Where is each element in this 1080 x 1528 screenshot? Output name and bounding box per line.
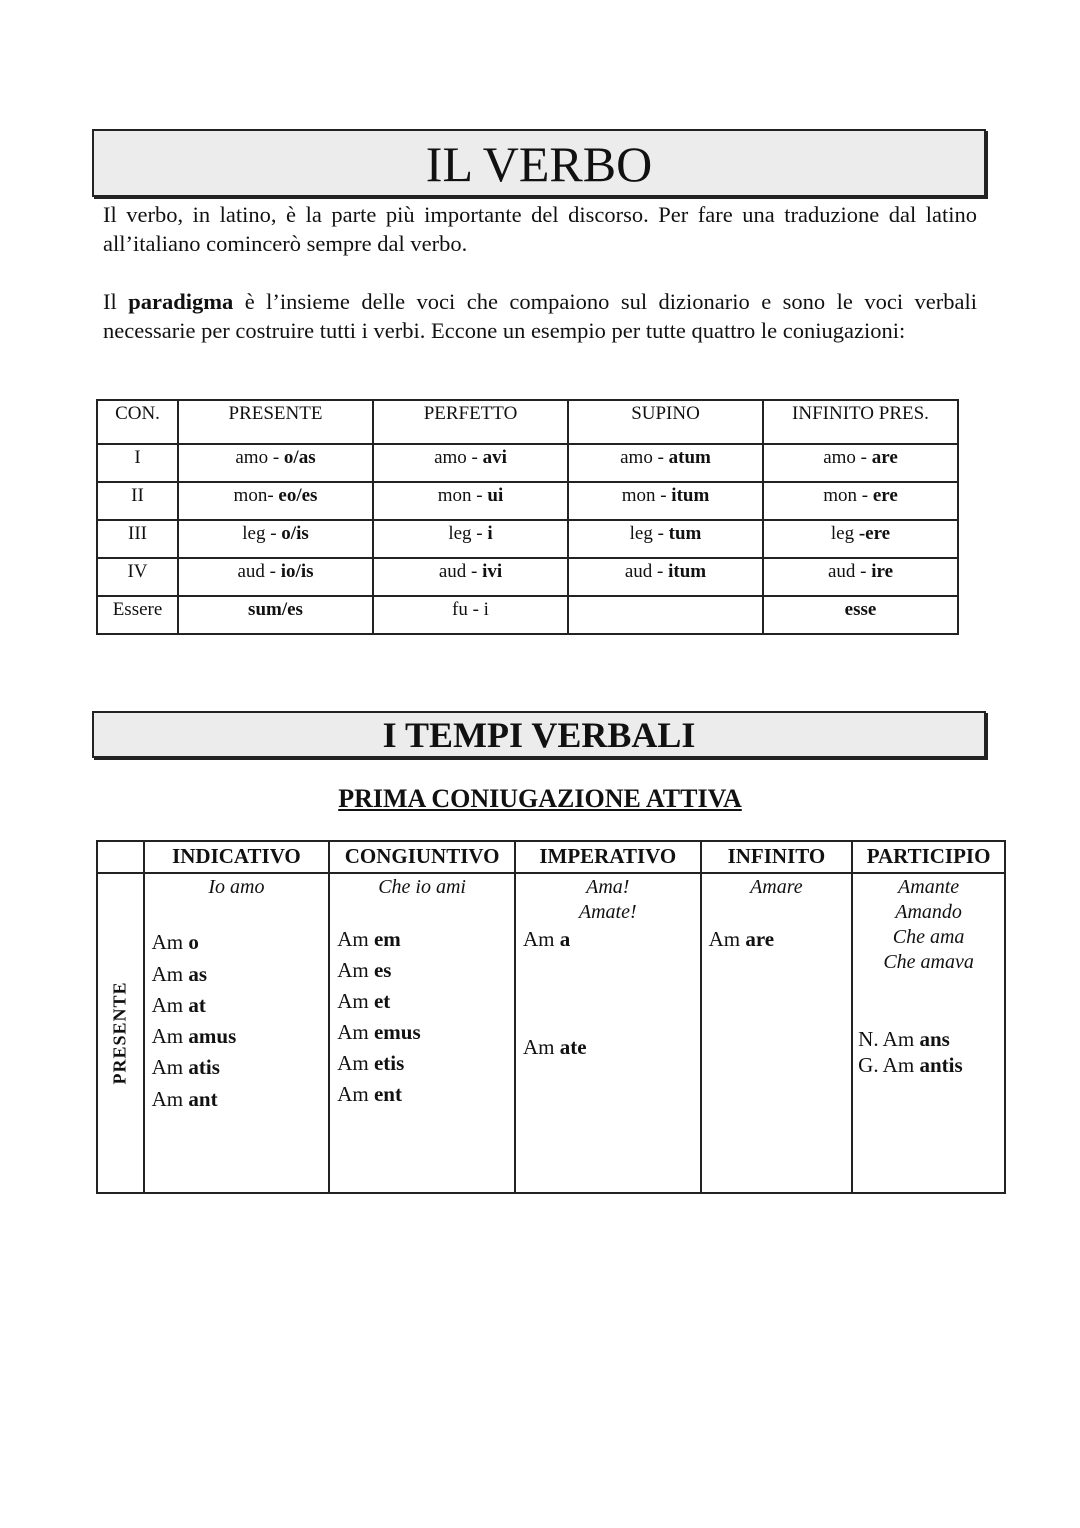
verb-form: Am a [522,927,571,951]
translation: Amate! [578,901,637,923]
cell-perfetto: aud - ivi [373,558,568,596]
conjugation-table [96,840,1006,1194]
table-row [97,482,958,520]
infinito-cell [701,873,853,1193]
translation: Che ama [892,926,965,948]
header-infinito: INFINITO [701,841,853,873]
cell-supino: aud - itum [568,558,763,596]
cell-presente: sum/es [178,596,373,634]
verb-form: Am ate [522,1035,587,1059]
header-imperativo: IMPERATIVO [515,841,701,873]
conjugation-number: II [97,482,178,520]
verb-form: Am are [708,927,775,951]
cell-supino: leg - tum [568,520,763,558]
cell-presente: leg - o/is [178,520,373,558]
verb-form: Am em [337,927,401,951]
cell-presente: amo - o/as [178,444,373,482]
intro-paragraph-2: Il paradigma è l’insieme delle voci che compaiono sul dizionario e sono le voci verbali necessarie per costruire tutti i verbi. Eccone un esempio per tutte quattro le coniugazioni: [103,289,978,343]
paradigm-header-row [97,400,958,444]
header-presente: PRESENTE [178,400,373,444]
conjugation-number: IV [97,558,178,596]
cell-infinito: amo - are [763,444,958,482]
section-title: I TEMPI VERBALI [92,711,986,758]
header-participio: PARTICIPIO [852,841,1005,873]
paradigm-table [96,399,959,635]
cell-presente: mon- eo/es [178,482,373,520]
header-congiuntivo: CONGIUNTIVO [329,841,515,873]
table-row [97,520,958,558]
intro-paragraph-1: Il verbo, in latino, è la parte più importante del discorso. Per fare una traduzione dal latino all’italiano comincerò sempre dal verbo. [103,202,977,256]
verb-form: Am emus [337,1020,421,1044]
indicativo-cell [144,873,330,1193]
cell-supino [568,596,763,634]
cell-presente: aud - io/is [178,558,373,596]
cell-perfetto: amo - avi [373,444,568,482]
translation: Io amo [208,876,265,898]
cell-supino: amo - atum [568,444,763,482]
translation: Ama! [586,876,630,898]
header-perfetto: PERFETTO [373,400,568,444]
conjugation-number: III [97,520,178,558]
header-supino: SUPINO [568,400,763,444]
paradigma-term: paradigma [128,289,234,314]
congiuntivo-cell [329,873,515,1193]
verb-form: Am es [337,958,392,982]
verb-form: Am o [151,930,199,954]
page-title: IL VERBO [92,129,986,197]
cell-infinito: aud - ire [763,558,958,596]
translation: Amante [898,876,960,898]
tense-label: PRESENTE [109,981,130,1085]
participio-cell [852,873,1005,1193]
verb-form: Am ant [151,1087,218,1111]
verb-form: Am atis [151,1055,220,1079]
conjugation-number: Essere [97,596,178,634]
conjugation-header-row [97,841,1005,873]
cell-perfetto: leg - i [373,520,568,558]
verb-form: Am ent [337,1082,402,1106]
cell-infinito: esse [763,596,958,634]
imperativo-cell [515,873,701,1193]
tense-label-cell [97,873,144,1193]
header-infinito: INFINITO PRES. [763,400,958,444]
translation: Amare [750,876,803,898]
translation: Che amava [883,951,974,973]
table-row [97,558,958,596]
verb-form: Am at [151,993,206,1017]
header-indicativo: INDICATIVO [144,841,330,873]
conjugation-number: I [97,444,178,482]
translation: Che io ami [378,876,466,898]
verb-form: Am etis [337,1051,405,1075]
cell-perfetto: mon - ui [373,482,568,520]
verb-form: Am et [337,989,391,1013]
verb-form: N. Am ans [858,1027,950,1051]
cell-infinito: leg -ere [763,520,958,558]
verb-form: Am as [151,962,208,986]
cell-infinito: mon - ere [763,482,958,520]
table-row [97,596,958,634]
translation: Amando [895,901,962,923]
presente-row [97,873,1005,1193]
corner-cell [97,841,144,873]
cell-supino: mon - itum [568,482,763,520]
table-row [97,444,958,482]
header-con: CON. [97,400,178,444]
cell-perfetto: fu - i [373,596,568,634]
verb-form: G. Am antis [858,1053,963,1077]
section-subtitle: PRIMA CONIUGAZIONE ATTIVA [338,784,742,813]
verb-form: Am amus [151,1024,237,1048]
